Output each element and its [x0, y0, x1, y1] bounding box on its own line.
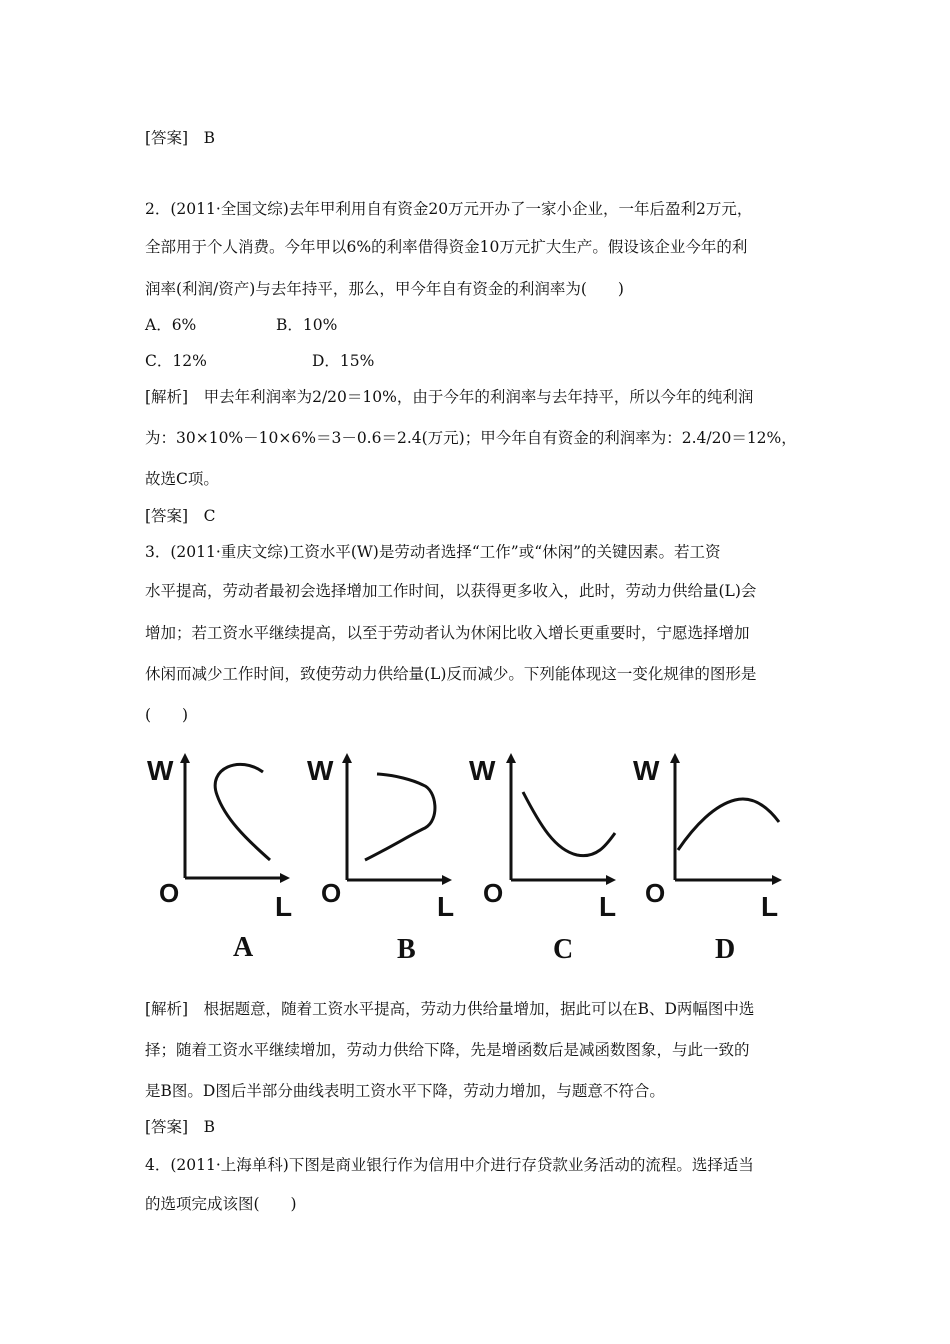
graph-c-l-label: L	[599, 891, 617, 922]
graph-b-curve	[365, 774, 435, 860]
graph-a-o-label: O	[159, 878, 180, 908]
wage-labor-graphs-svg	[145, 750, 795, 975]
graph-b-o-label: O	[321, 878, 342, 908]
q2-answer: [答案] C	[145, 507, 216, 525]
graph-b-l-label: L	[437, 891, 455, 922]
graph-c-curve	[523, 792, 615, 856]
graph-d-curve	[678, 799, 779, 850]
q3-analysis-line-1: [解析] 根据题意，随着工资水平提高，劳动力供给量增加，据此可以在B、D两幅图中选	[145, 1000, 755, 1018]
q3-analysis-line-3: 是B图。D图后半部分曲线表明工资水平下降，劳动力增加，与题意不符合。	[145, 1082, 665, 1100]
graph-d-letter: D	[715, 934, 736, 965]
q2-stem-line-2: 全部用于个人消费。今年甲以6%的利率借得资金10万元扩大生产。假设该企业今年的利	[145, 238, 748, 256]
graph-d-l-label: L	[761, 891, 779, 922]
q2-option-a: A．6%	[145, 316, 197, 334]
q3-stem-line-5: ( )	[145, 706, 189, 724]
q3-analysis-line-2: 择；随着工资水平继续增加，劳动力供给下降，先是增函数后是减函数图象，与此一致的	[145, 1041, 750, 1059]
graph-b	[307, 755, 454, 965]
q2-analysis-line-1: [解析] 甲去年利润率为2/20＝10%，由于今年的利润率与去年持平，所以今年的纯利润	[145, 388, 754, 406]
graph-c-o-label: O	[483, 878, 504, 908]
graph-a-curve	[215, 764, 270, 860]
q2-option-d: D．15%	[312, 352, 375, 370]
q3-stem-line-1: 3．(2011·重庆文综)工资水平(W)是劳动者选择“工作”或“休闲”的关键因素。若工资	[145, 543, 721, 561]
wage-labor-figure	[145, 750, 795, 975]
graph-d	[633, 755, 779, 965]
graph-a-letter: A	[233, 932, 254, 963]
q2-analysis-line-2: 为：30×10%－10×6%＝3－0.6＝2.4(万元)；甲今年自有资金的利润率为：2.4/20＝12%，	[145, 429, 797, 447]
q2-analysis-line-3: 故选C项。	[145, 470, 219, 488]
q3-stem-line-4: 休闲而减少工作时间，致使劳动力供给量(L)反而减少。下列能体现这一变化规律的图形是	[145, 665, 757, 683]
q2-stem-line-3: 润率(利润/资产)与去年持平，那么，甲今年自有资金的利润率为( )	[145, 280, 624, 298]
q3-answer: [答案] B	[145, 1118, 215, 1136]
graph-d-w-label: W	[633, 755, 660, 786]
graph-b-w-label: W	[307, 755, 334, 786]
q4-stem-line-1: 4．(2011·上海单科)下图是商业银行作为信用中介进行存贷款业务活动的流程。选择适当	[145, 1156, 754, 1174]
q4-stem-line-2: 的选项完成该图( )	[145, 1195, 297, 1213]
graph-b-letter: B	[397, 934, 416, 965]
graph-d-o-label: O	[645, 878, 666, 908]
graph-c	[469, 755, 616, 965]
graph-a-w-label: W	[147, 755, 174, 786]
q2-option-c: C．12%	[145, 352, 207, 370]
graph-a-l-label: L	[275, 891, 293, 922]
q3-stem-line-2: 水平提高，劳动者最初会选择增加工作时间，以获得更多收入，此时，劳动力供给量(L)会	[145, 582, 757, 600]
q2-stem-line-1: 2．(2011·全国文综)去年甲利用自有资金20万元开办了一家小企业，一年后盈利2万元，	[145, 200, 753, 218]
q3-stem-line-3: 增加；若工资水平继续提高，以至于劳动者认为休闲比收入增长更重要时，宁愿选择增加	[145, 624, 750, 642]
answer-previous: [答案] B	[145, 129, 215, 147]
graph-c-letter: C	[553, 934, 574, 965]
q2-option-b: B．10%	[276, 316, 338, 334]
graph-a	[147, 755, 292, 963]
graph-c-w-label: W	[469, 755, 496, 786]
